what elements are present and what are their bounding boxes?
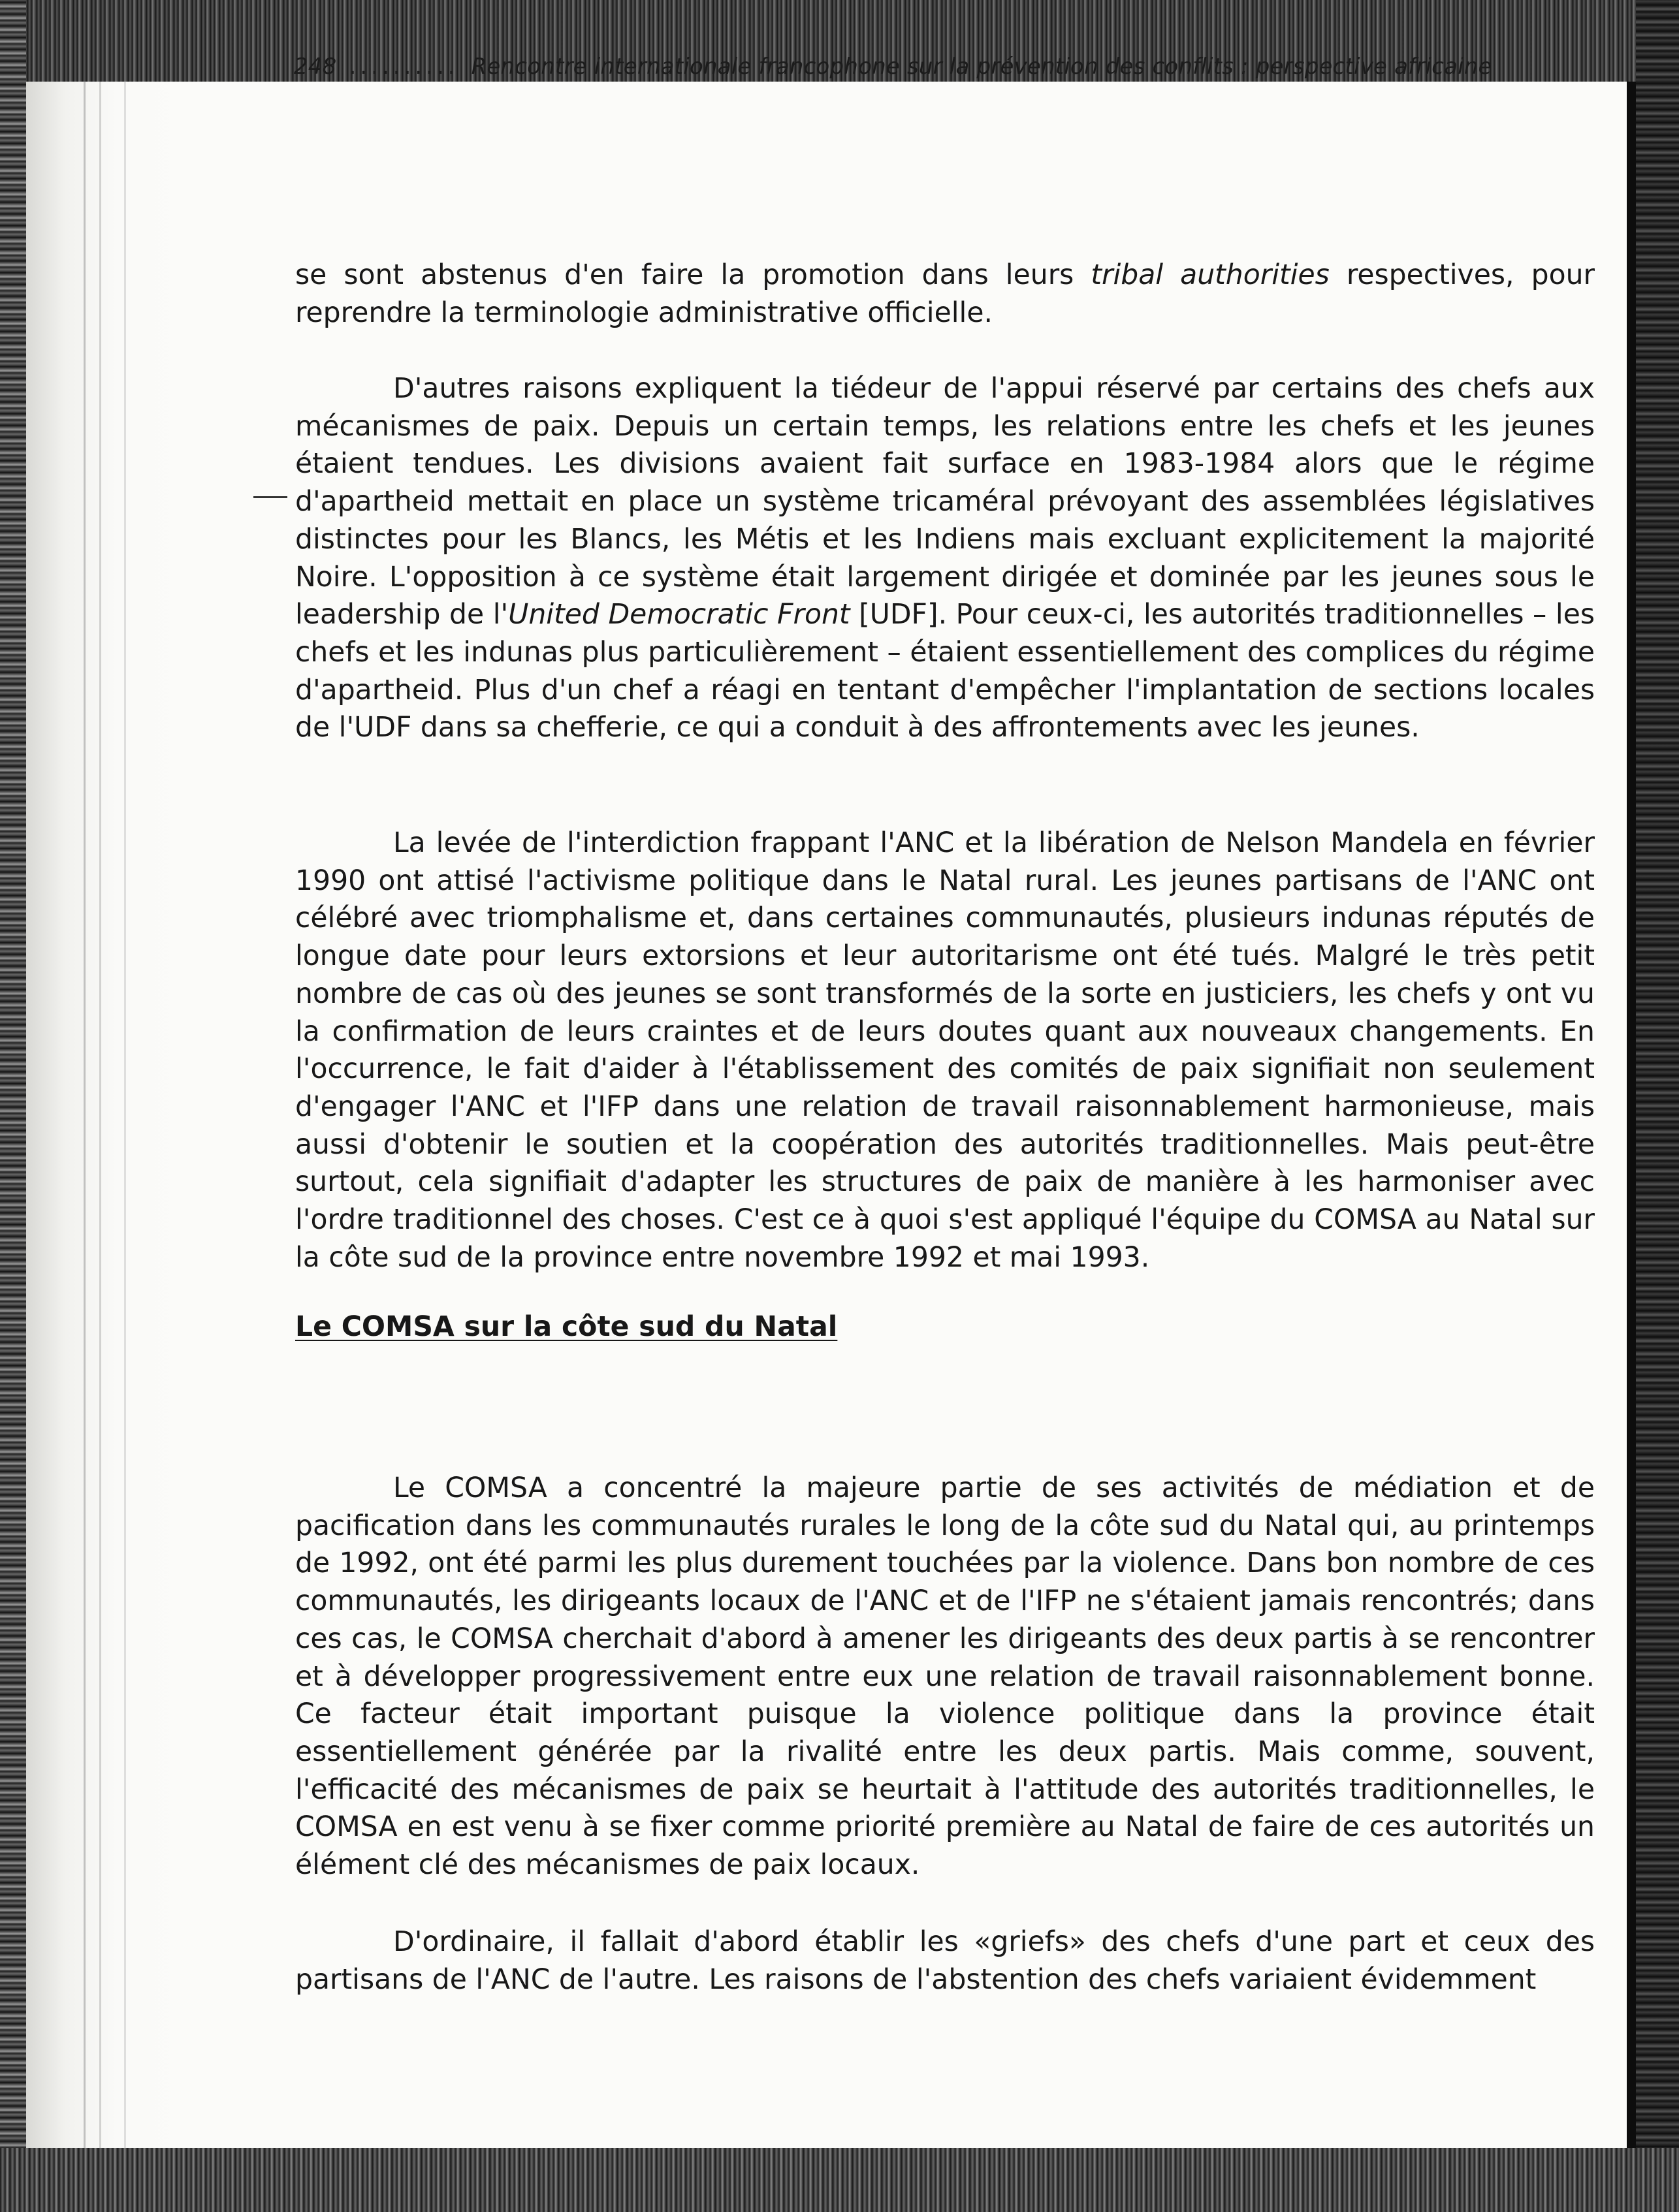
scan-border-left bbox=[0, 0, 26, 2212]
scan-border-right bbox=[1636, 0, 1679, 2212]
running-head bbox=[294, 54, 1600, 80]
page-number: 248 bbox=[294, 54, 337, 80]
binding-gutter bbox=[26, 82, 189, 2151]
scan-border-bottom bbox=[0, 2148, 1679, 2212]
paragraph-text: se sont abstenus d'en faire la promotion dans leurs bbox=[295, 259, 1091, 291]
paragraph-2 bbox=[295, 370, 1595, 747]
paragraph-italic-term: United Democratic Front bbox=[508, 599, 850, 631]
section-heading: Le COMSA sur la côte sud du Natal bbox=[295, 1311, 838, 1343]
paragraph-3 bbox=[295, 825, 1595, 1276]
paragraph-text: Le COMSA a concentré la majeure partie de ses activités de médiation et de pacification dans les communautés rurales le long de la côte sud du Natal qui, au printemps de 1992, ont été parmi les plus durement touchées par la violence. Dans bon nombre de ces communautés, les dirigeants locaux de l'ANC et de l'IFP ne s'étaient jamais rencontrés; dans ces cas, le COMSA cherchait d'abord à amener les dirigeants des deux partis à se rencontrer et à développer progressivement entre eux une relation de travail raisonnablement bonne. Ce facteur était important puisque la violence politique dans la province était essentiellement générée par la rivalité entre les deux partis. Mais comme, souvent, l'efficacité des mécanismes de paix se heurtait à l'attitude des autorités traditionnelles, le COMSA en est venu à se fixer comme priorité première au Natal de faire de ces autorités un élément clé des mécanismes de paix locaux. bbox=[295, 1472, 1595, 1882]
gutter-line bbox=[124, 82, 126, 2151]
paragraph-italic-term: tribal authorities bbox=[1091, 259, 1330, 291]
page-edge-shadow bbox=[1627, 82, 1636, 2151]
paragraph-text: D'ordinaire, il fallait d'abord établir les «griefs» des chefs d'une part et ceux des partisans de l'ANC de l'autre. Les raisons de l'abstention des chefs variaient évidemment bbox=[295, 1926, 1595, 1996]
paragraph-5 bbox=[295, 1923, 1595, 1999]
paragraph-text: D'autres raisons expliquent la tiédeur de l'appui réservé par certains des chefs aux mécanismes de paix. Depuis un certain temps, les relations entre les chefs et les jeunes étaient tendues. Les divisions avaient fait surface en 1983-1984 alors que le régime d'apartheid mettait en place un système tricaméral prévoyant des assemblées législatives distinctes pour les Blancs, les Métis et les Indiens mais excluant explicitement la majorité Noire. L'opposition à ce système était largement dirigée et dominée par les jeunes sous le leadership de l' bbox=[295, 373, 1595, 631]
gutter-line bbox=[99, 82, 101, 2151]
paragraph-1 bbox=[295, 257, 1595, 332]
running-head-leader: .......... bbox=[349, 54, 459, 80]
running-head-title: Rencontre internationale francophone sur la prévention des conflits : perspective africaine bbox=[471, 54, 1492, 80]
paragraph-text: respectives, pour reprendre la terminologie administrative officielle. bbox=[295, 259, 1595, 329]
gutter-line bbox=[84, 82, 86, 2151]
paragraph-text: La levée de l'interdiction frappant l'ANC et la libération de Nelson Mandela en février 1990 ont attisé l'activisme politique dans le Natal rural. Les jeunes partisans de l'ANC ont célébré avec triomphalisme et, dans certaines communautés, plusieurs indunas réputés de longue date pour leurs extorsions et leur autoritarisme ont été tués. Malgré le très petit nombre de cas où des jeunes se sont transformés de la sorte en justiciers, les chefs y ont vu la confirmation de leurs craintes et de leurs doutes quant aux nouveaux changements. En l'occurrence, le fait d'aider à l'établissement des comités de paix signifiait non seulement d'engager l'ANC et l'IFP dans une relation de travail raisonnablement harmonieuse, mais aussi d'obtenir le soutien et la coopération des autorités traditionnelles. Mais peut-être surtout, cela signifiait d'adapter les structures de paix de manière à les harmoniser avec l'ordre traditionnel des choses. C'est ce à quoi s'est appliqué l'équipe du COMSA au Natal sur la côte sud de la province entre novembre 1992 et mai 1993. bbox=[295, 827, 1595, 1274]
paragraph-4 bbox=[295, 1470, 1595, 1884]
margin-mark bbox=[253, 496, 287, 498]
paragraph-text: [UDF]. Pour ceux-ci, les autorités traditionnelles – les chefs et les indunas plus particulièrement – étaient essentiellement des complices du régime d'apartheid. Plus d'un chef a réagi en tentant d'empêcher l'implantation de sections locales de l'UDF dans sa chefferie, ce qui a conduit à des affrontements avec les jeunes. bbox=[295, 599, 1595, 744]
